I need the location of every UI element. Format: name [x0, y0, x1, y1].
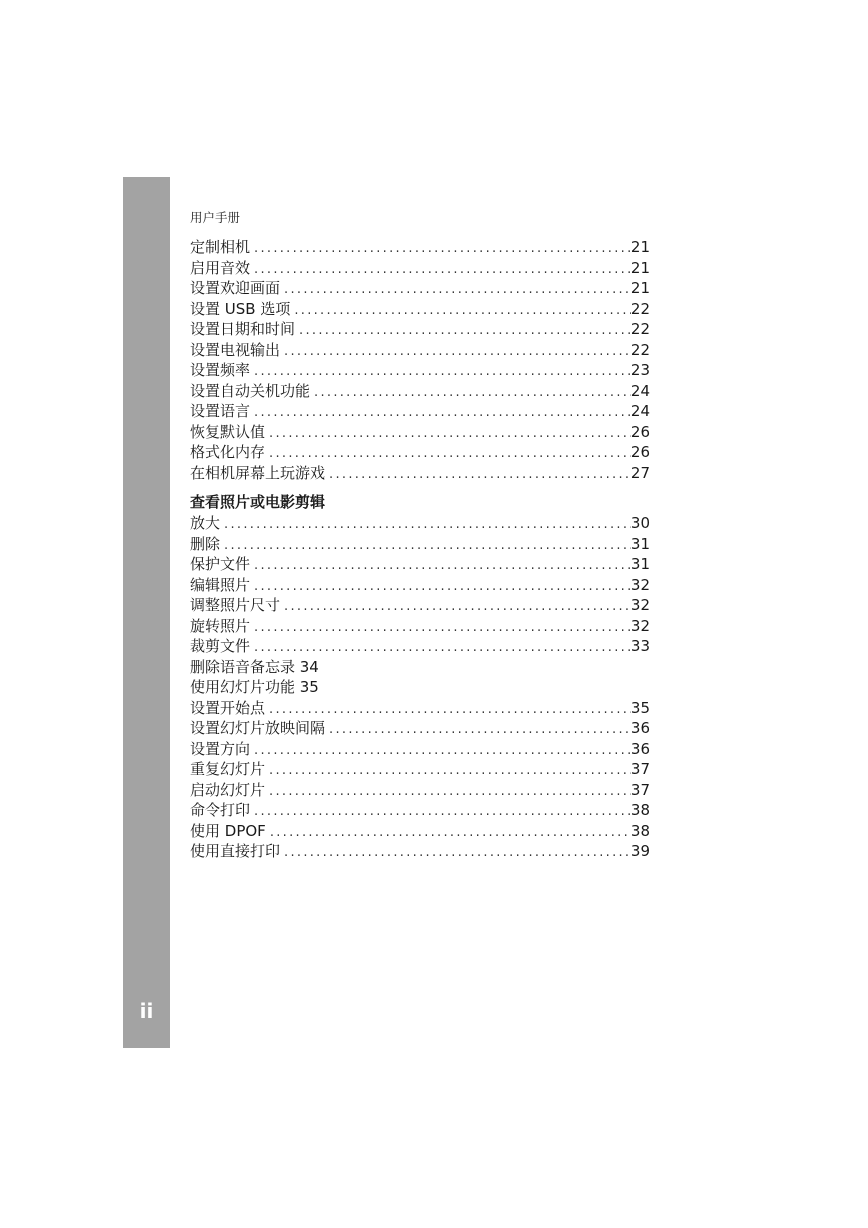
toc-entry-page: 36 [630, 719, 650, 737]
toc-entry-page: 23 [630, 361, 650, 379]
toc-entry[interactable] [190, 319, 650, 340]
toc-entry-label: 设置开始点 [190, 698, 266, 717]
dot-leader [254, 802, 631, 823]
dot-leader [254, 577, 631, 598]
toc-entry-label: 放大 [190, 514, 221, 532]
dot-leader [254, 260, 631, 281]
toc-entry[interactable] [190, 258, 650, 279]
toc-entry[interactable] [190, 401, 650, 422]
dot-leader [299, 321, 631, 342]
toc-entry-page: 33 [630, 637, 650, 655]
toc-entry[interactable] [190, 422, 650, 443]
dot-leader [329, 465, 631, 486]
dot-leader [284, 597, 631, 618]
toc-entry-page: 31 [630, 555, 650, 573]
document-header: 用户手册 [190, 210, 241, 225]
dot-leader [254, 362, 631, 383]
dot-leader [294, 301, 631, 322]
toc-entry[interactable] [190, 360, 650, 381]
toc-entry[interactable] [190, 821, 650, 842]
dot-leader [269, 444, 631, 465]
toc-entry-label: 定制相机 [190, 238, 251, 256]
toc-entry-label: 编辑照片 [190, 575, 251, 594]
toc-entry-page: 38 [630, 801, 650, 819]
toc-entry[interactable] [190, 718, 650, 739]
toc-entry-page: 22 [630, 340, 650, 359]
dot-leader [224, 536, 631, 557]
toc-entry-label: 设置欢迎画面 [190, 279, 281, 297]
dot-leader [254, 239, 631, 260]
toc-entry-label: 设置语言 [190, 402, 251, 420]
toc-entry[interactable] [190, 759, 650, 780]
toc-entry-page: 26 [630, 422, 650, 441]
toc-entry[interactable] [190, 513, 650, 534]
toc-entry-page: 32 [630, 596, 650, 614]
toc-entry[interactable] [190, 780, 650, 801]
toc-entry-label: 在相机屏幕上玩游戏 [190, 463, 326, 482]
toc-group-customize [190, 237, 650, 483]
toc-entry-label: 恢复默认值 [190, 422, 266, 441]
toc-entry[interactable] [190, 340, 650, 361]
toc-entry-page: 26 [630, 443, 650, 461]
toc-entry[interactable] [190, 575, 650, 596]
dot-leader [314, 383, 631, 404]
toc-entry[interactable] [190, 534, 650, 555]
toc-entry-page: 31 [630, 534, 650, 553]
toc-entry-label: 使用 DPOF [190, 821, 266, 840]
dot-leader [270, 823, 631, 844]
toc-entry-page: 24 [630, 402, 650, 420]
toc-entry[interactable] [190, 739, 650, 760]
toc-entry-page: 21 [630, 258, 650, 277]
toc-entry-page: 24 [630, 381, 650, 400]
toc-entry-label: 启用音效 [190, 258, 251, 277]
toc-entry-page: 32 [630, 616, 650, 635]
toc-entry-page: 35 [630, 698, 650, 717]
toc-entry[interactable] [190, 636, 650, 657]
dot-leader [329, 720, 631, 741]
toc-entry-label: 设置 USB 选项 [190, 299, 291, 318]
dot-leader [254, 638, 631, 659]
toc-entry-label: 旋转照片 [190, 616, 251, 635]
toc-entry-label: 设置自动关机功能 [190, 381, 311, 400]
toc-entry[interactable] [190, 463, 650, 484]
dot-leader [254, 403, 631, 424]
dot-leader [284, 280, 631, 301]
toc-entry-page: 22 [630, 299, 650, 318]
toc-entry-page: 21 [630, 279, 650, 297]
dot-leader [284, 342, 631, 363]
dot-leader [269, 761, 631, 782]
dot-leader [284, 843, 631, 864]
toc-entry-page: 21 [630, 238, 650, 256]
toc-entry-label: 保护文件 [190, 555, 251, 573]
table-of-contents [190, 237, 650, 862]
toc-entry[interactable] [190, 237, 650, 258]
dot-leader [254, 618, 631, 639]
toc-entry-label: 格式化内存 [190, 443, 266, 461]
toc-entry-page: 36 [630, 739, 650, 758]
toc-entry[interactable] [190, 616, 650, 637]
side-tab-bar [123, 177, 170, 1048]
toc-entry-label: 命令打印 [190, 801, 251, 819]
toc-entry[interactable] [190, 554, 650, 575]
toc-entry-page: 37 [630, 760, 650, 778]
toc-entry-label: 设置方向 [190, 739, 251, 758]
toc-entry[interactable] [190, 381, 650, 402]
toc-entry-label: 裁剪文件 [190, 637, 251, 655]
toc-entry-label: 设置日期和时间 [190, 320, 296, 338]
toc-entry-label: 设置频率 [190, 361, 251, 379]
toc-entry-page: 38 [630, 821, 650, 840]
toc-entry-label: 启动幻灯片 [190, 780, 266, 799]
toc-entry[interactable] [190, 595, 650, 616]
toc-entry-page: 39 [630, 842, 650, 860]
toc-plain-line: 删除语音备忘录 34 [190, 657, 319, 676]
toc-entry[interactable] [190, 800, 650, 821]
toc-entry[interactable] [190, 698, 650, 719]
toc-entry[interactable] [190, 299, 650, 320]
toc-entry[interactable] [190, 442, 650, 463]
toc-entry[interactable] [190, 841, 650, 862]
dot-leader [254, 556, 631, 577]
toc-entry-label: 使用直接打印 [190, 842, 281, 860]
toc-entry-page: 37 [630, 780, 650, 799]
dot-leader [224, 515, 631, 536]
toc-group-slideshow [190, 698, 650, 862]
toc-entry-page: 22 [630, 320, 650, 338]
section-heading: 查看照片或电影剪辑 [190, 493, 326, 511]
toc-entry-page: 32 [630, 575, 650, 594]
toc-entry-label: 删除 [190, 534, 221, 553]
page-number: ii [139, 999, 154, 1023]
dot-leader [269, 700, 631, 721]
toc-plain-line: 使用幻灯片功能 35 [190, 678, 319, 696]
toc-entry-page: 30 [630, 514, 650, 532]
toc-entry-label: 设置幻灯片放映间隔 [190, 719, 326, 737]
toc-group-view [190, 513, 650, 657]
dot-leader [269, 782, 631, 803]
dot-leader [254, 741, 631, 762]
dot-leader [269, 424, 631, 445]
toc-entry-label: 重复幻灯片 [190, 760, 266, 778]
toc-entry-label: 调整照片尺寸 [190, 596, 281, 614]
toc-entry-page: 27 [630, 463, 650, 482]
toc-entry-label: 设置电视输出 [190, 340, 281, 359]
toc-entry[interactable] [190, 278, 650, 299]
